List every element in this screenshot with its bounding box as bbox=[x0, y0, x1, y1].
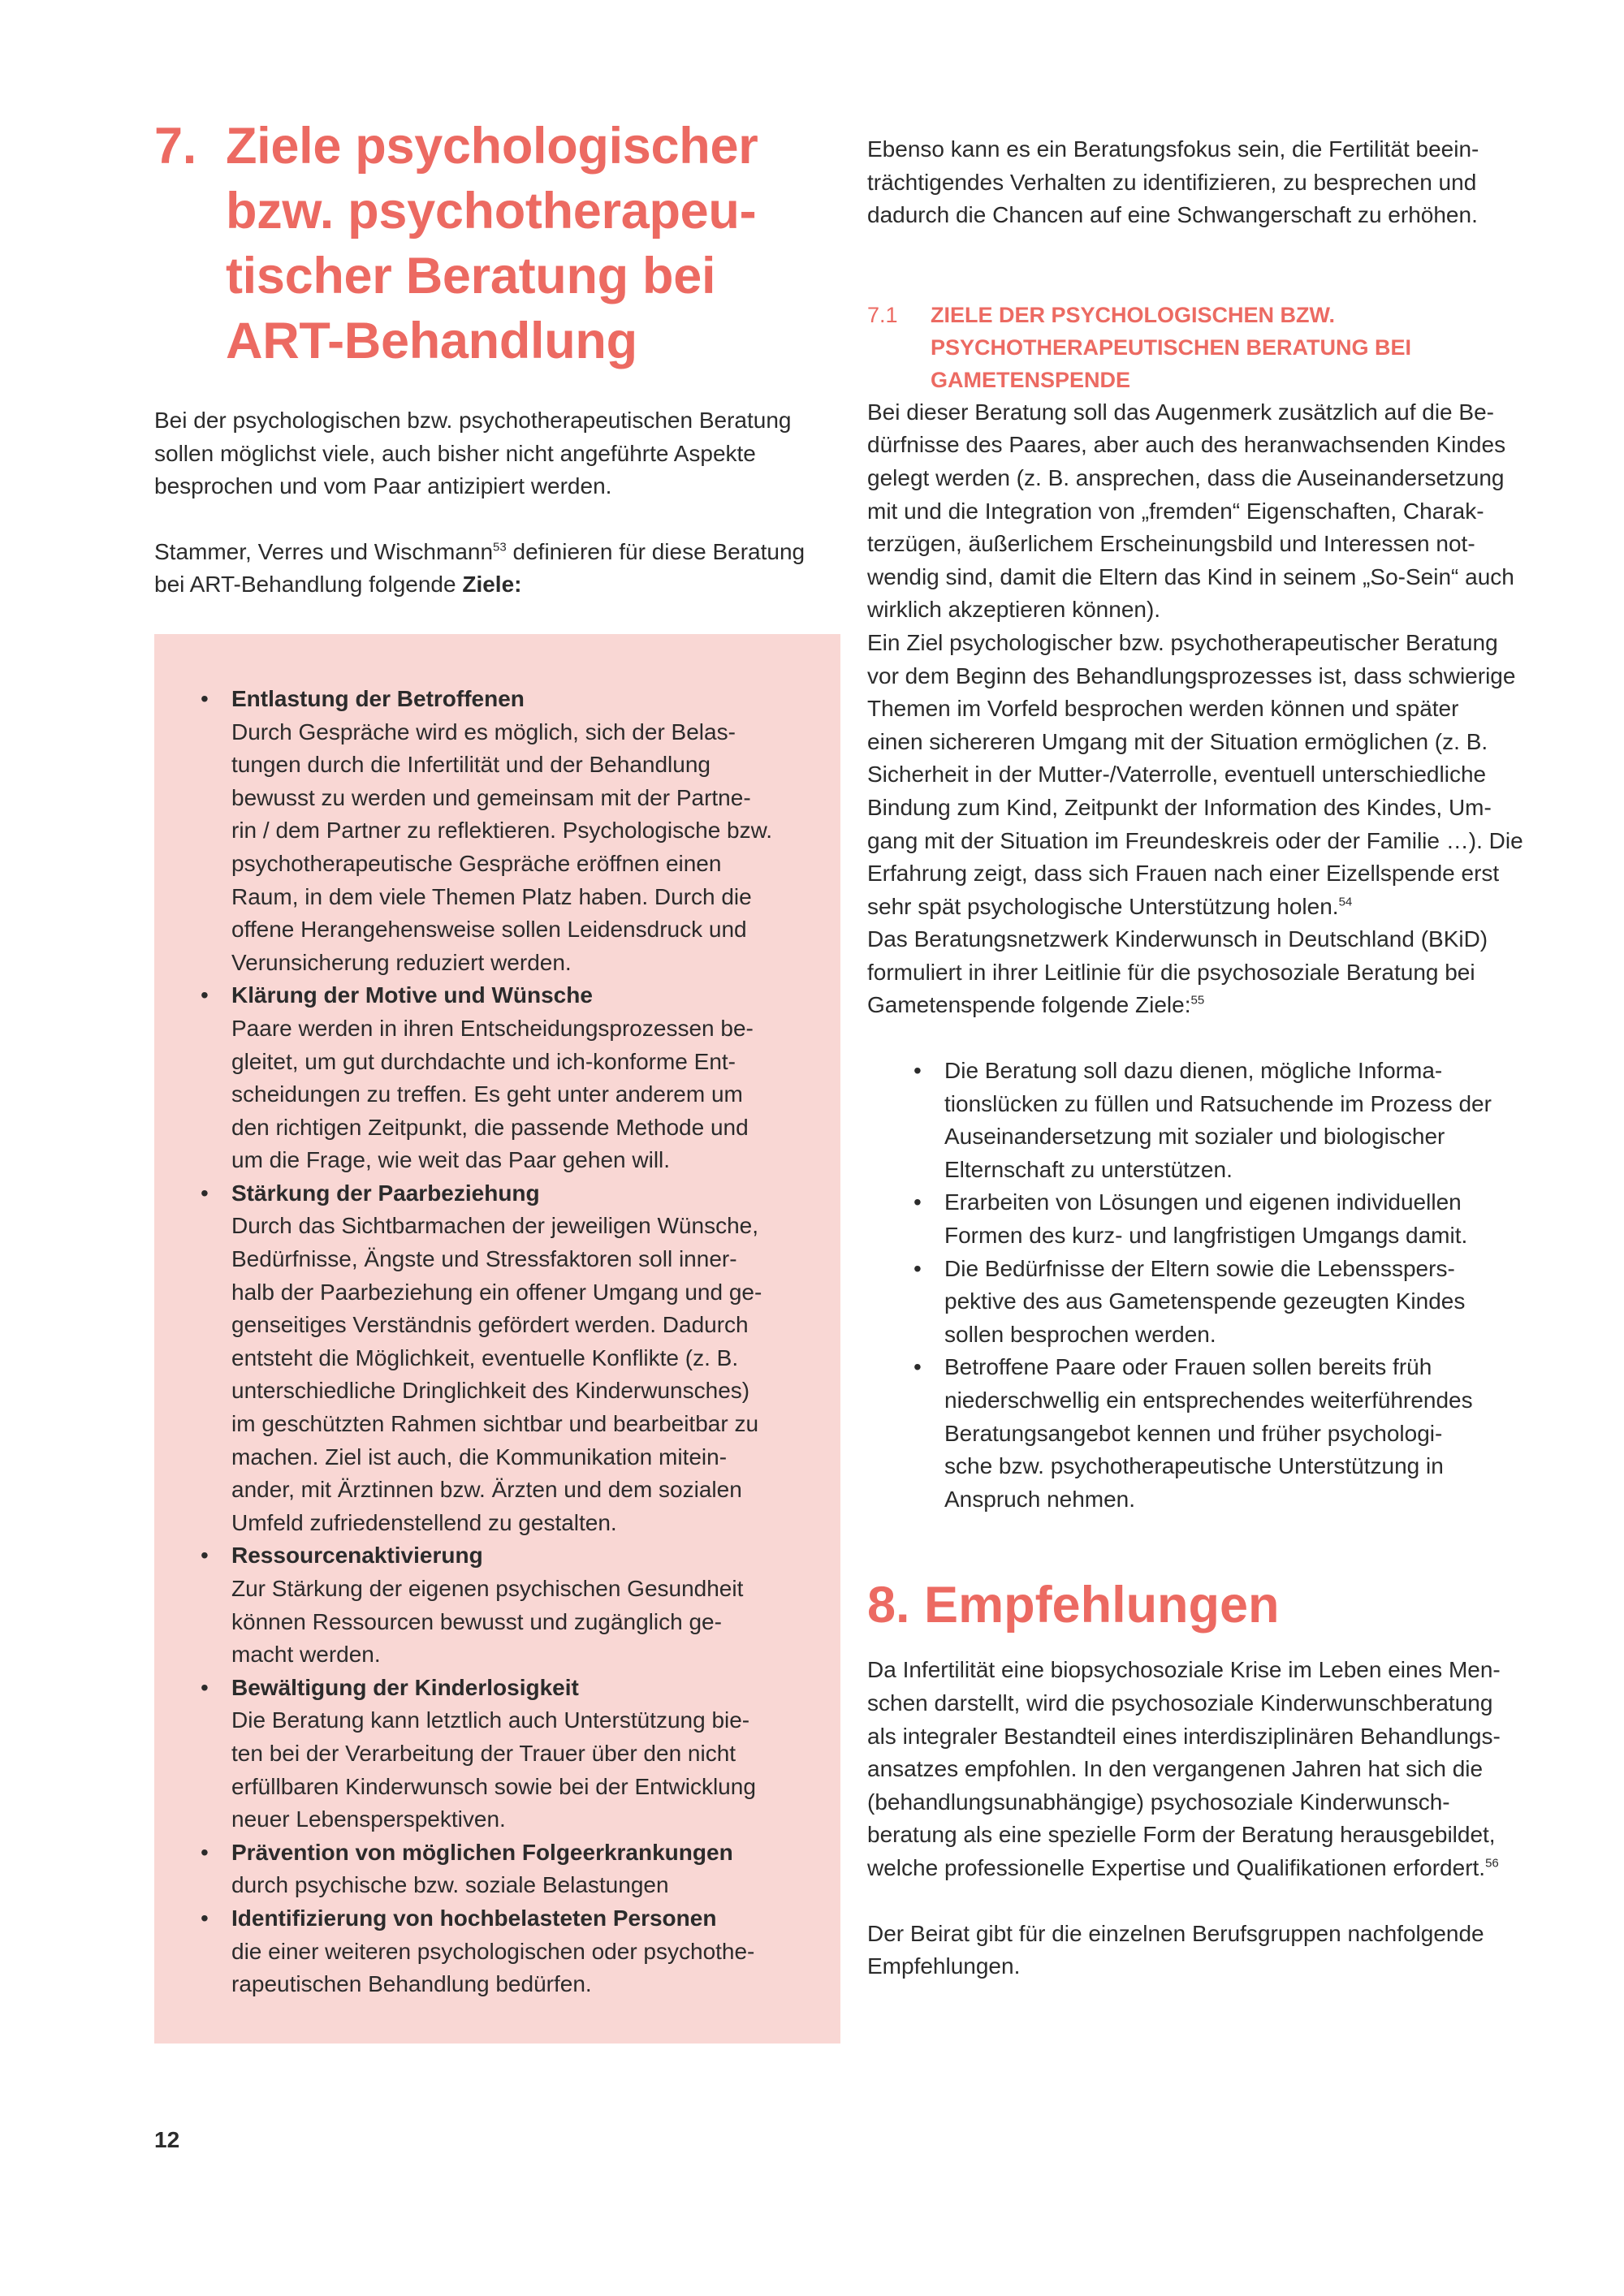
footnote-54[interactable]: 54 bbox=[1338, 895, 1353, 909]
section-7-number: 7. bbox=[154, 118, 197, 175]
section-7-1-number: 7.1 bbox=[867, 302, 898, 327]
goals-list bbox=[199, 683, 808, 2001]
goal-item: • Entlastung der Betroffenen Durch Gespräche wird es möglich, sich der Belas- tungen durch die Infertilität und der Behandlung bewusst zu werden und gemeinsam mit der Partne- rin / dem Partner zu reflektieren. Psychologische bzw. psychotherapeutische Gespräche eröffnen einen Raum, in dem viele Themen Platz haben. Durch die offene Herangehensweise sollen Leidensdruck und Verunsicherung reduziert werden. bbox=[199, 683, 808, 979]
section-8-heading: 8. Empfehlungen bbox=[867, 1577, 1280, 1634]
goals-box bbox=[154, 634, 840, 2044]
left-column bbox=[154, 114, 840, 2044]
goal-item: • Identifizierung von hochbelasteten Personen die einer weiteren psychologischen oder psychothe- rapeutischen Behandlung bedürfen. bbox=[199, 1902, 808, 2001]
section-8-paragraph: Da Infertilität eine biopsychosoziale Krise im Leben eines Men- schen darstellt, wird die psychosoziale Kinderwunschberatung als integraler Bestandteil eines interdisziplinären Behandlungs- ansatzes empfohlen. In den vergangenen Jahren hat sich die (behandlungsunabhängige) psychosoziale Kinderwunsch- beratung als eine spezielle Form der Beratung herausgebildet, welche professionelle Expertise und Qualifikationen erfordert.$^{56}$ bbox=[867, 1657, 1501, 1880]
right-column bbox=[867, 133, 1557, 1983]
gametenspende-paragraph: Bei dieser Beratung soll das Augenmerk zusätzlich auf die Be- dürfnisse des Paares, aber auch des heranwachsenden Kindes gelegt werden (z. B. ansprechen, dass die Auseinandersetzung mit und die Integration von „fremden“ Eigenschaften, Charak- terzügen, äußerlichem Erscheinungsbild und Interessen not- wendig sind, damit die Eltern das Kind in seinem „So-Sein“ auch wirklich akzeptieren können). Ein Ziel psychologischer bzw. psychotherapeutischer Beratung vor dem Beginn des Behandlungsprozesses ist, dass schwierige Themen im Vorfeld besprochen werden können und später einen sichereren Umgang mit der Situation ermöglichen (z. B. Sicherheit in der Mutter-/Vaterrolle, eventuell unterschiedliche Bindung zum Kind, Zeitpunkt der Information des Kindes, Um- gang mit der Situation im Freundeskreis oder der Familie …). Die Erfahrung zeigt, dass sich Frauen nach einer Eizellspende erst sehr spät psychologische Unterstützung holen.$^{54}$ Das Beratungsnetzwerk Kinderwunsch in Deutschland (BKiD) formuliert in ihrer Leitlinie für die psychosoziale Beratung bei Gametenspende folgende Ziele:$^{55}$ bbox=[867, 399, 1523, 1018]
footnote-56[interactable]: 56 bbox=[1485, 1856, 1499, 1871]
section-7-1-heading bbox=[867, 299, 1557, 396]
section-7-heading bbox=[154, 114, 840, 373]
list-item: • Betroffene Paare oder Frauen sollen bereits früh niederschwellig ein entsprechendes weiterführendes Beratungsangebot kennen und früher psychologi- sche bzw. psychotherapeutische Unterstützung in Anspruch nehmen. bbox=[912, 1351, 1557, 1516]
goal-item: • Stärkung der Paarbeziehung Durch das Sichtbarmachen der jeweiligen Wünsche, Bedürfnisse, Ängste und Stressfaktoren soll inner- halb der Paarbeziehung ein offener Umgang und ge- genseitiges Verständnis gefördert werden. Dadurch entsteht die Möglichkeit, eventuelle Konflikte (z. B. unterschiedliche Dringlichkeit des Kinderwunsches) im geschützten Rahmen sichtbar und bearbeitbar zu machen. Ziel ist auch, die Kommunikation mitein- ander, mit Ärztinnen bzw. Ärzten und dem sozialen Umfeld zufriedenstellend zu gestalten. bbox=[199, 1177, 808, 1540]
list-item: • Die Bedürfnisse der Eltern sowie die Lebensspers- pektive des aus Gametenspende gezeugten Kindes sollen besprochen werden. bbox=[912, 1253, 1557, 1352]
intro-paragraph: Bei der psychologischen bzw. psychotherapeutischen Beratung sollen möglichst viele, auch bisher nicht angeführte Aspekte besprochen und vom Paar antizipiert werden. bbox=[154, 408, 792, 499]
goal-item: • Klärung der Motive und Wünsche Paare werden in ihren Entscheidungsprozessen be- gleitet, um gut durchdachte und ich-konforme Ent- scheidungen zu treffen. Es geht unter anderem um den richtigen Zeitpunkt, die passende Methode und um die Frage, wie weit das Paar gehen will. bbox=[199, 979, 808, 1177]
section-7-title: Ziele psychologischer bzw. psychotherapeu- tischer Beratung bei ART-Behandlung bbox=[226, 118, 758, 369]
list-item: • Die Beratung soll dazu dienen, mögliche Informa- tionslücken zu füllen und Ratsuchende im Prozess der Auseinandersetzung mit sozialer und biologischer Elternschaft zu unterstützen. bbox=[912, 1055, 1557, 1186]
fertility-paragraph: Ebenso kann es ein Beratungsfokus sein, die Fertilität beein- trächtigendes Verhalten zu identifizieren, zu besprechen und dadurch die Chancen auf eine Schwangerschaft zu erhöhen. bbox=[867, 136, 1479, 228]
footnote-55[interactable]: 55 bbox=[1190, 994, 1205, 1008]
beirat-paragraph: Der Beirat gibt für die einzelnen Berufsgruppen nachfolgende Empfehlungen. bbox=[867, 1920, 1484, 1979]
goal-item: • Prävention von möglichen Folgeerkrankungen durch psychische bzw. soziale Belastungen bbox=[199, 1836, 808, 1902]
section-7-1-title: ZIELE DER PSYCHOLOGISCHEN BZW. PSYCHOTHERAPEUTISCHEN BERATUNG BEI GAMETENSPENDE bbox=[931, 302, 1412, 392]
goal-item: • Bewältigung der Kinderlosigkeit Die Beratung kann letztlich auch Unterstützung bie- ten bei der Verarbeitung der Trauer über den nicht erfüllbaren Kinderwunsch sowie bei der Entwicklung neuer Lebensperspektiven. bbox=[199, 1672, 808, 1836]
page-number: 12 bbox=[154, 2127, 180, 2152]
authors-paragraph: Stammer, Verres und Wischmann$^{53}$ definieren für diese Beratung bei ART-Behandlung folgende Ziele: bbox=[154, 538, 806, 598]
list-item: • Erarbeiten von Lösungen und eigenen individuellen Formen des kurz- und langfristigen Umgangs damit. bbox=[912, 1186, 1557, 1252]
bkid-goals-list bbox=[867, 1055, 1557, 1516]
footnote-53[interactable]: 53 bbox=[493, 540, 507, 555]
goal-item: • Ressourcenaktivierung Zur Stärkung der eigenen psychischen Gesundheit können Ressourcen bewusst und zugänglich ge- macht werden. bbox=[199, 1539, 808, 1671]
